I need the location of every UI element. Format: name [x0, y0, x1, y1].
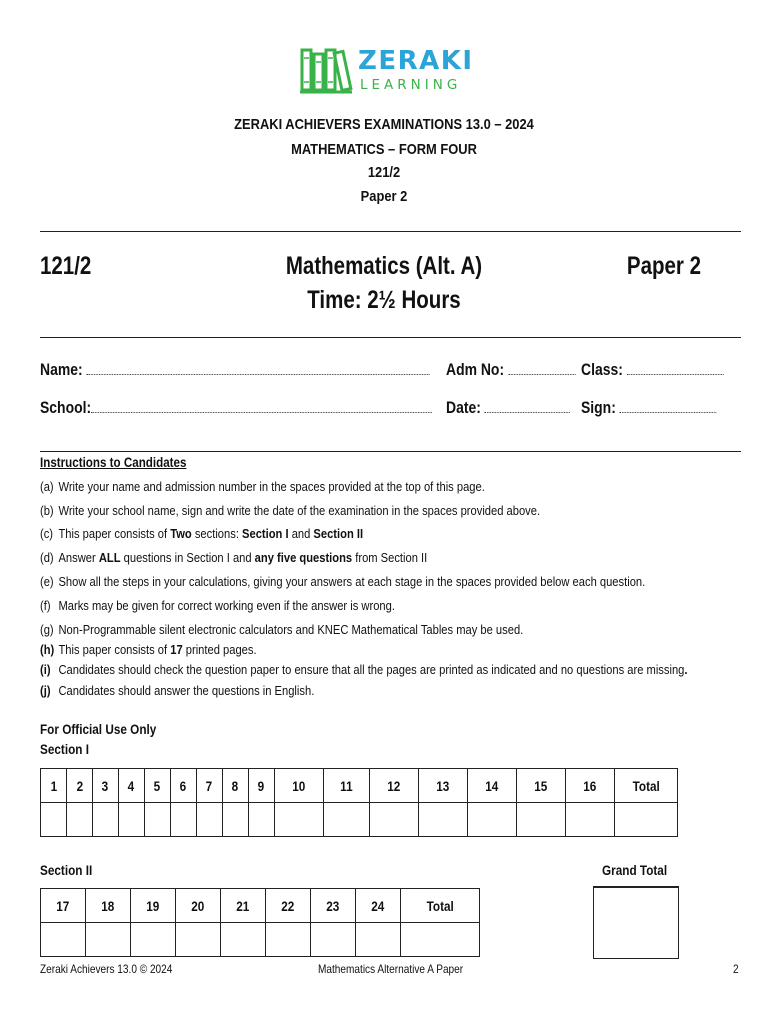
instruction-d: (d) Answer ALL questions in Section I and any five questions from Section II — [40, 550, 428, 565]
score-cell[interactable] — [248, 803, 274, 837]
score-cell[interactable] — [196, 803, 222, 837]
score-cell[interactable] — [170, 803, 196, 837]
question-number: 15 — [534, 777, 548, 794]
question-header-cell — [118, 769, 144, 803]
question-number: 12 — [387, 777, 401, 794]
question-header-cell — [222, 769, 248, 803]
instruction-j: (j) Candidates should answer the questions in English. — [40, 683, 315, 698]
question-header-cell — [221, 889, 266, 923]
question-number: 19 — [146, 897, 160, 914]
date-dotted-line — [485, 400, 570, 413]
class-field[interactable]: Class: — [581, 360, 723, 380]
score-cell[interactable] — [92, 803, 118, 837]
score-cell[interactable] — [144, 803, 170, 837]
instructions-title: Instructions to Candidates — [40, 455, 187, 470]
grand-total-label: Grand Total — [602, 862, 668, 878]
question-number: 6 — [179, 777, 187, 794]
instruction-b: (b) Write your school name, sign and write the date of the examination in the spaces provided above. — [40, 503, 541, 518]
instruction-c: (c) This paper consists of Two sections: Section I and Section II — [40, 526, 364, 541]
divider — [40, 231, 741, 232]
question-number: 16 — [583, 777, 597, 794]
question-header-cell — [86, 889, 131, 923]
instruction-f: (f) Marks may be given for correct working even if the answer is wrong. — [40, 598, 395, 613]
question-number: 24 — [371, 897, 385, 914]
instruction-i: (i) Candidates should check the question paper to ensure that all the pages are printed as indicated and no questions are missing. — [40, 662, 688, 677]
banner-time: Time: 2½ Hours — [307, 286, 461, 314]
instruction-e: (e) Show all the steps in your calculations, giving your answers at each stage in the spaces provided below each question. — [40, 574, 646, 589]
brand-name: ZERAKI — [358, 46, 474, 76]
question-header-cell — [248, 769, 274, 803]
school-label: School — [40, 398, 87, 417]
paper-code: 121/2 — [367, 164, 401, 181]
question-header-cell — [401, 889, 480, 923]
name-field[interactable]: Name: — [40, 360, 429, 380]
question-header-cell — [356, 889, 401, 923]
grand-total-box[interactable] — [593, 886, 679, 959]
sign-dotted-line — [620, 400, 717, 413]
score-cell[interactable] — [176, 923, 221, 957]
question-number: 14 — [485, 777, 499, 794]
question-number: Total — [632, 777, 660, 794]
question-header-cell — [615, 769, 678, 803]
footer-copyright: Zeraki Achievers 13.0 © 2024 — [40, 962, 173, 976]
question-number: 18 — [101, 897, 115, 914]
question-number: 7 — [205, 777, 213, 794]
score-cell[interactable] — [131, 923, 176, 957]
brand-subtitle: LEARNING — [360, 77, 462, 93]
question-header-cell — [419, 769, 468, 803]
question-number: 21 — [236, 897, 250, 914]
score-cell[interactable] — [419, 803, 468, 837]
question-header-cell — [370, 769, 419, 803]
question-header-cell — [92, 769, 118, 803]
sign-label: Sign — [581, 398, 612, 417]
adm-no-field[interactable]: Adm No: — [446, 360, 575, 380]
instruction-a: (a) Write your name and admission number in the spaces provided at the top of this page. — [40, 479, 485, 494]
question-number: 5 — [154, 777, 161, 794]
question-header-cell — [266, 889, 311, 923]
question-header-cell — [41, 889, 86, 923]
question-number: 11 — [340, 777, 353, 794]
question-header-cell — [41, 769, 67, 803]
score-cell[interactable] — [323, 803, 370, 837]
score-cell[interactable] — [222, 803, 248, 837]
date-field[interactable]: Date: — [446, 398, 570, 418]
question-number: 8 — [231, 777, 239, 794]
subject-title: MATHEMATICS – FORM FOUR — [291, 141, 477, 158]
instruction-h: (h) This paper consists of 17 printed pages. — [40, 642, 257, 657]
question-number: 9 — [257, 777, 265, 794]
question-number: 1 — [50, 777, 57, 794]
section-1-marks-table — [40, 768, 678, 837]
score-cell[interactable] — [615, 803, 678, 837]
question-number: 3 — [102, 777, 109, 794]
question-number: 23 — [326, 897, 340, 914]
score-cell[interactable] — [41, 923, 86, 957]
score-cell[interactable] — [468, 803, 517, 837]
page-number: 2 — [733, 962, 739, 976]
score-cell[interactable] — [516, 803, 565, 837]
score-cell[interactable] — [66, 803, 92, 837]
name-label: Name — [40, 360, 78, 379]
score-cell[interactable] — [356, 923, 401, 957]
question-header-cell — [144, 769, 170, 803]
section-1-label: Section I — [40, 741, 90, 757]
zeraki-logo — [298, 44, 488, 96]
banner-code: 121/2 — [40, 252, 92, 280]
divider — [40, 337, 741, 338]
score-cell[interactable] — [311, 923, 356, 957]
question-number: 22 — [281, 897, 295, 914]
score-cell[interactable] — [86, 923, 131, 957]
name-dotted-line — [86, 362, 429, 375]
question-header-cell — [468, 769, 517, 803]
question-header-cell — [176, 889, 221, 923]
section-2-label: Section II — [40, 862, 93, 878]
question-number: 4 — [128, 777, 135, 794]
banner-subject: Mathematics (Alt. A) — [285, 252, 483, 280]
question-header-cell — [131, 889, 176, 923]
school-dotted-line — [91, 400, 432, 413]
question-number: Total — [426, 897, 454, 914]
question-number: 17 — [56, 897, 70, 914]
instruction-g: (g) Non-Programmable silent electronic calculators and KNEC Mathematical Tables may be used. — [40, 622, 524, 637]
score-cell[interactable] — [221, 923, 266, 957]
date-label: Date — [446, 398, 477, 417]
score-cell[interactable] — [401, 923, 480, 957]
score-cell[interactable] — [370, 803, 419, 837]
question-header-cell — [516, 769, 565, 803]
question-number: 13 — [436, 777, 450, 794]
question-header-cell — [311, 889, 356, 923]
question-number: 2 — [76, 777, 83, 794]
question-number: 10 — [291, 777, 306, 794]
class-dotted-line — [627, 362, 724, 375]
score-cell[interactable] — [41, 803, 67, 837]
banner-paper: Paper 2 — [626, 252, 701, 280]
official-use-title: For Official Use Only — [40, 721, 157, 737]
question-number: 20 — [191, 897, 205, 914]
books-icon — [298, 44, 354, 96]
question-header-cell — [66, 769, 92, 803]
score-cell[interactable] — [565, 803, 614, 837]
question-header-cell — [323, 769, 370, 803]
question-header-cell — [274, 769, 323, 803]
sign-field[interactable]: Sign: — [581, 398, 716, 418]
adm-no-dotted-line — [508, 362, 575, 375]
question-header-cell — [196, 769, 222, 803]
adm-no-label: Adm No — [446, 360, 500, 379]
question-header-cell — [565, 769, 614, 803]
paper-number: Paper 2 — [360, 188, 408, 205]
score-cell[interactable] — [266, 923, 311, 957]
divider — [40, 451, 741, 452]
footer-title: Mathematics Alternative A Paper — [318, 962, 464, 976]
question-header-cell — [170, 769, 196, 803]
score-cell[interactable] — [118, 803, 144, 837]
school-field[interactable]: School: — [40, 398, 432, 418]
section-2-marks-table — [40, 888, 480, 957]
class-label: Class — [581, 360, 619, 379]
exam-title: ZERAKI ACHIEVERS EXAMINATIONS 13.0 – 2024 — [234, 116, 534, 133]
score-cell[interactable] — [274, 803, 323, 837]
